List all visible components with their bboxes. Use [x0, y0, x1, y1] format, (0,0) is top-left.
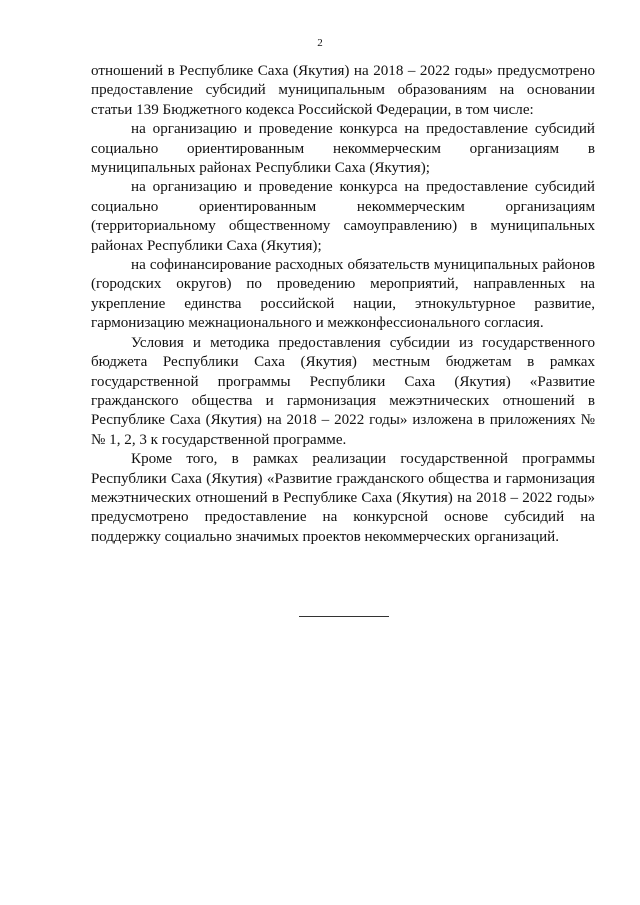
end-of-text-rule [299, 616, 389, 617]
document-body [91, 62, 595, 547]
paragraph-additionally: Кроме того, в рамках реализации государственной программы Республики Саха (Якутия) «Развитие гражданского общества и гармонизация межэтнических отношений в Республике Саха (Якутия) на 2018 – 2022 годы» предусмотрено предоставление на конкурсной основе субсидий на поддержку социально значимых проектов некоммерческих организаций. [91, 451, 595, 545]
paragraph-conditions-methodology: Условия и методика предоставления субсидии из государственного бюджета Республики Саха (Якутия) местным бюджетам в рамках государственной программы Республики Саха (Якутия) «Развитие гражданского общества и гармонизация межэтнических отношений в Республике Саха (Якутия) на 2018 – 2022 годы» изложена в приложениях №№ 1, 2, 3 к государственной программе. [91, 334, 595, 448]
paragraph-subsidy-territorial-self-government: на организацию и проведение конкурса на предоставление субсидий социально ориентированным некоммерческим организациям (территориальному общественному самоуправлению) в муниципальных районах Республики Саха (Якутия); [91, 179, 595, 254]
paragraph-subsidy-municipal-districts: на организацию и проведение конкурса на предоставление субсидий социально ориентированным некоммерческим организациям в муниципальных районах Республики Саха (Якутия); [91, 121, 595, 177]
page-number: 2 [317, 37, 323, 49]
paragraph-continuation: отношений в Республике Саха (Якутия) на 2018 – 2022 годы» предусмотрено предоставление субсидий муниципальным образованиям на основании статьи 139 Бюджетного кодекса Российской Федерации, в том числе: [91, 63, 595, 118]
paragraph-cofinancing: на софинансирование расходных обязательств муниципальных районов (городских округов) по проведению мероприятий, направленных на укрепление единства российской нации, этнокультурное развитие, гармонизацию межнационального и межконфессионального согласия. [91, 257, 595, 332]
